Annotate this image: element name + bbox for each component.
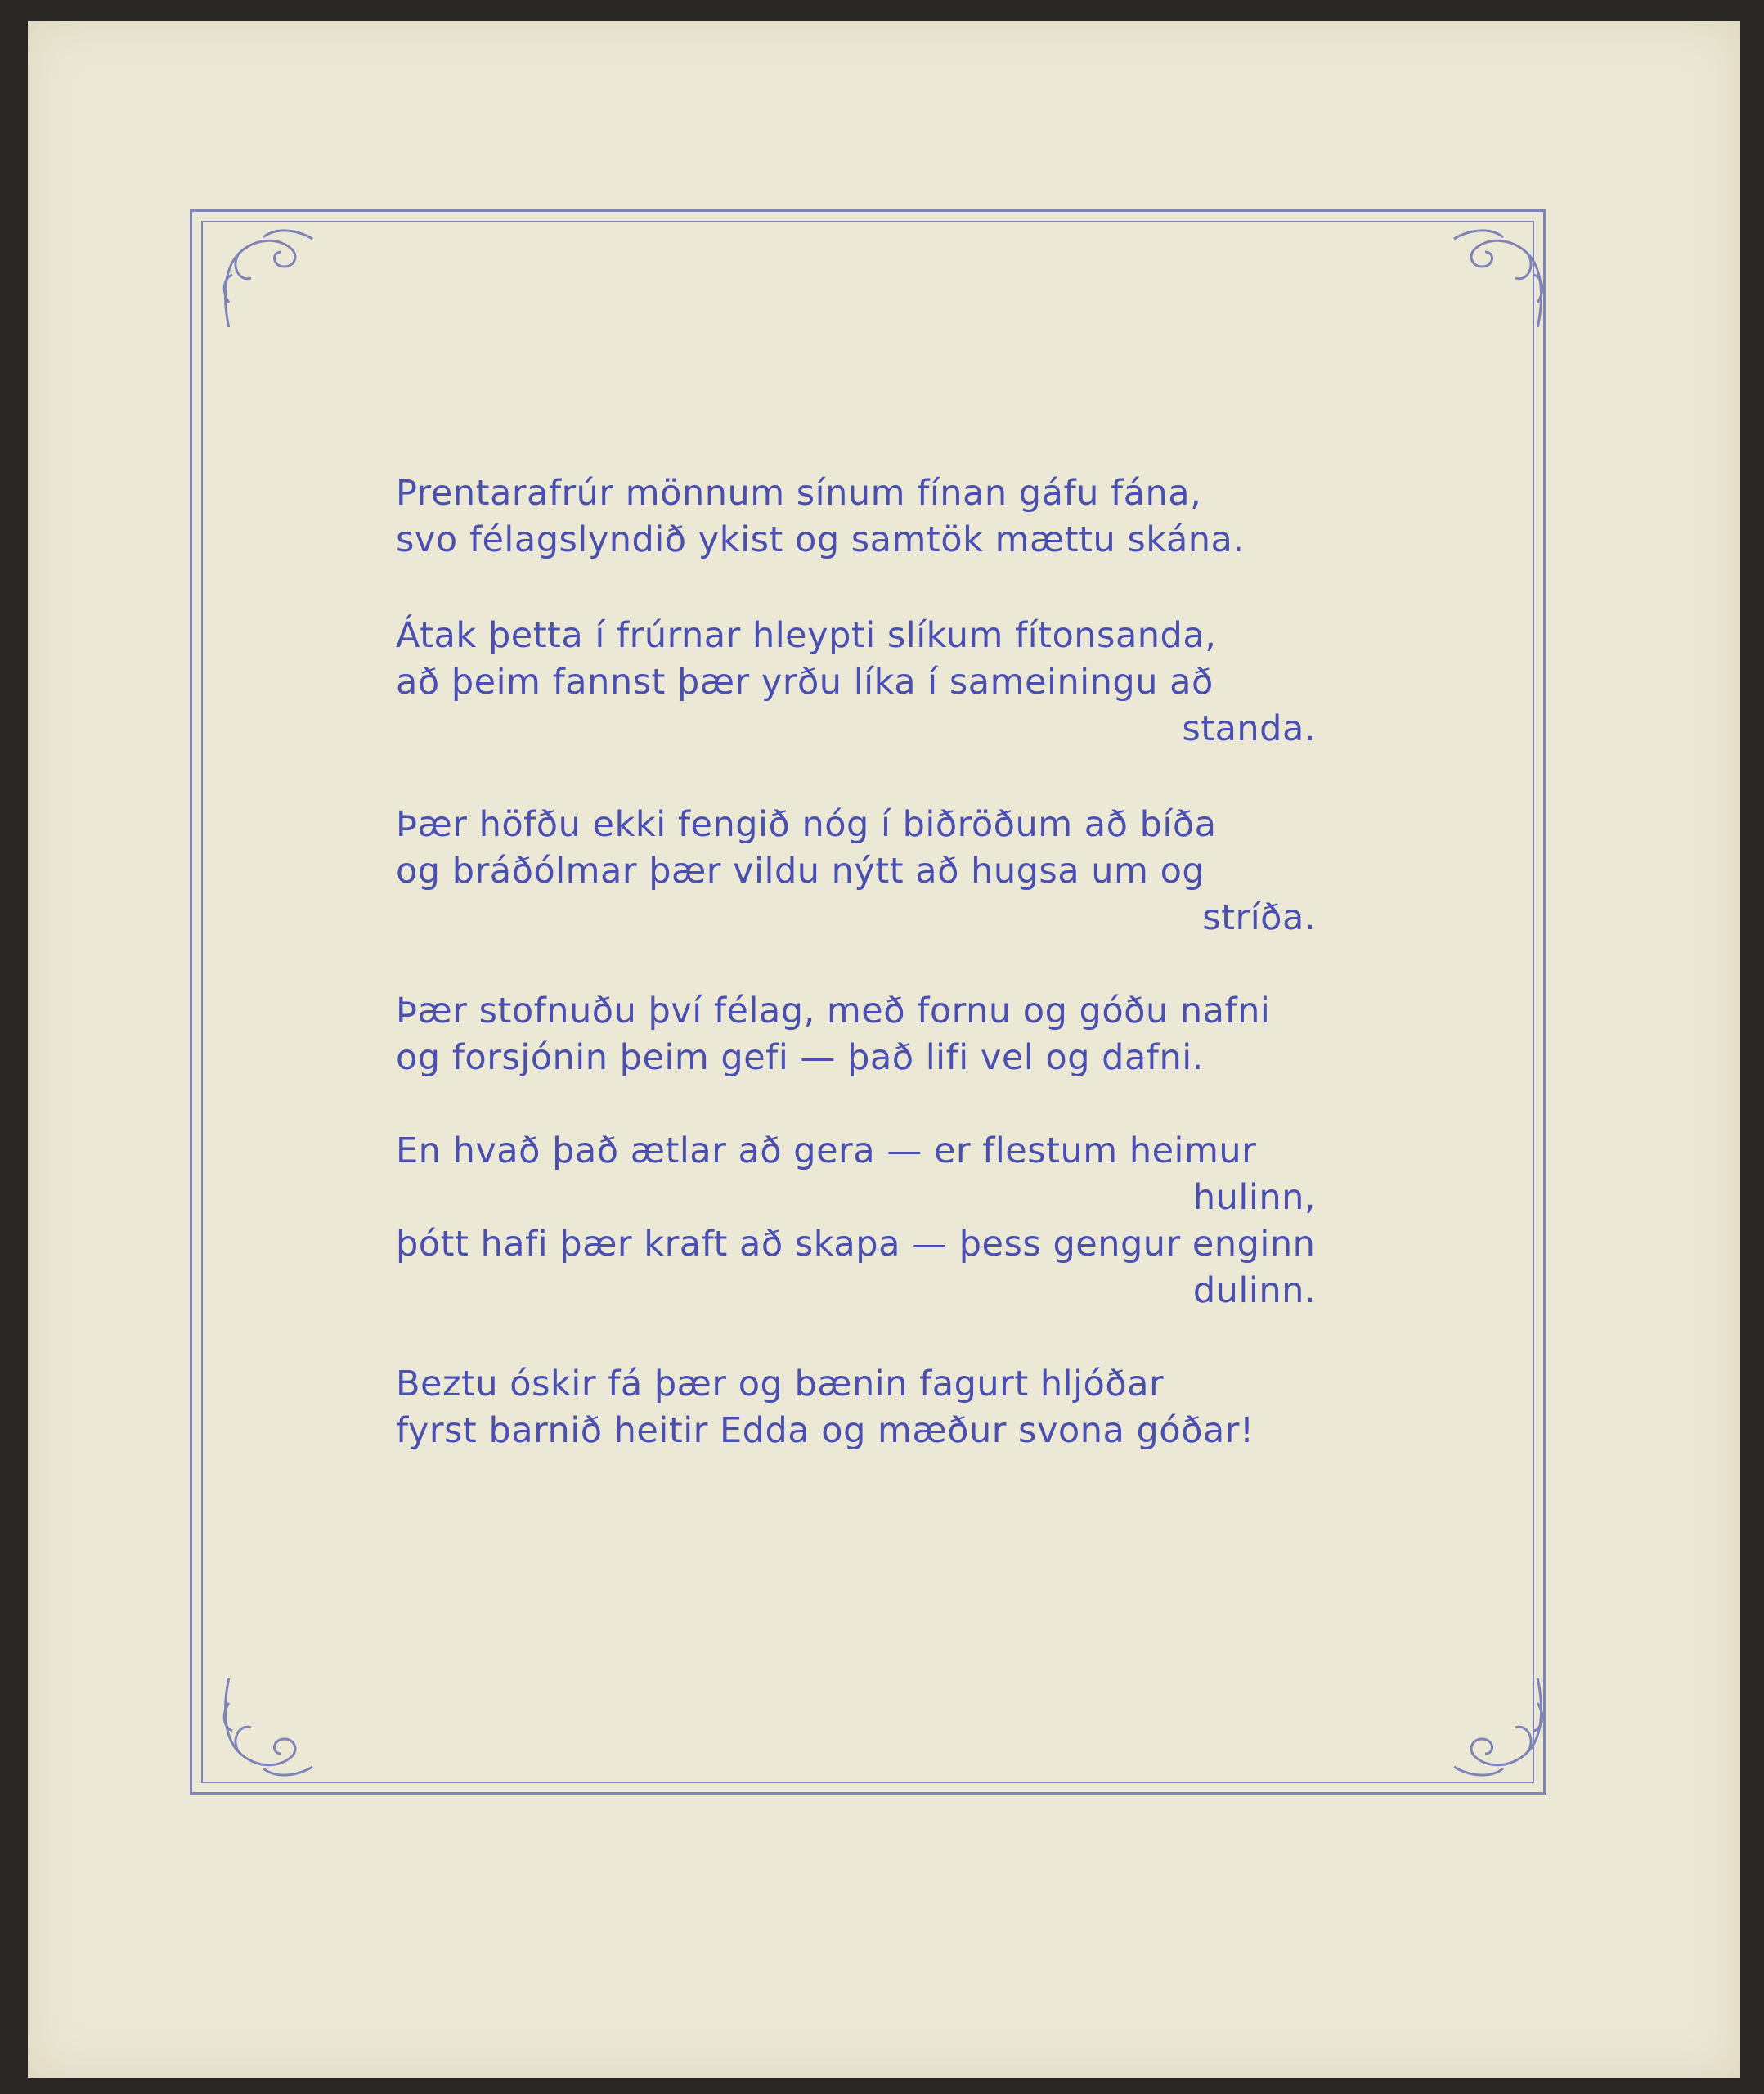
poem-line: hulinn, (1192, 1177, 1316, 1218)
stanza-1 (396, 470, 1377, 564)
poem-line: Átak þetta í frúrnar hleypti slíkum fítonsanda, (396, 615, 1217, 656)
poem-line: Þær stofnuðu því félag, með fornu og góðu nafni (396, 991, 1271, 1031)
corner-ornament-bottom-left-icon (214, 1678, 321, 1785)
poem-line: stríða. (1202, 897, 1316, 938)
stanza-4 (396, 988, 1377, 1081)
poem-line: Prentarafrúr mönnum sínum fínan gáfu fána, (396, 473, 1202, 514)
poem-line: standa. (1182, 708, 1316, 749)
poem-line: svo félagslyndið ykist og samtök mættu skána. (396, 519, 1245, 560)
stanza-2 (396, 613, 1377, 753)
poem-line: þótt hafi þær kraft að skapa — þess gengur enginn (396, 1224, 1316, 1265)
corner-ornament-bottom-right-icon (1446, 1678, 1552, 1785)
corner-ornament-top-left-icon (214, 221, 321, 327)
poem-line: Beztu óskir fá þær og bænin fagurt hljóðar (396, 1364, 1165, 1404)
poem-line: En hvað það ætlar að gera — er flestum heimur (396, 1130, 1257, 1171)
poem (396, 470, 1377, 1503)
poem-line: og forsjónin þeim gefi — það lifi vel og dafni. (396, 1037, 1204, 1078)
poem-line: og bráðólmar þær vildu nýtt að hugsa um og (396, 851, 1205, 892)
stanza-6 (396, 1361, 1377, 1454)
poem-line: dulinn. (1192, 1270, 1316, 1311)
poem-line: fyrst barnið heitir Edda og mæður svona góðar! (396, 1410, 1255, 1451)
poem-line: að þeim fannst þær yrðu líka í sameiningu að (396, 662, 1214, 703)
stanza-5 (396, 1128, 1377, 1314)
poem-line: Þær höfðu ekki fengið nóg í biðröðum að bíða (396, 804, 1217, 845)
corner-ornament-top-right-icon (1446, 221, 1552, 327)
stanza-3 (396, 802, 1377, 941)
